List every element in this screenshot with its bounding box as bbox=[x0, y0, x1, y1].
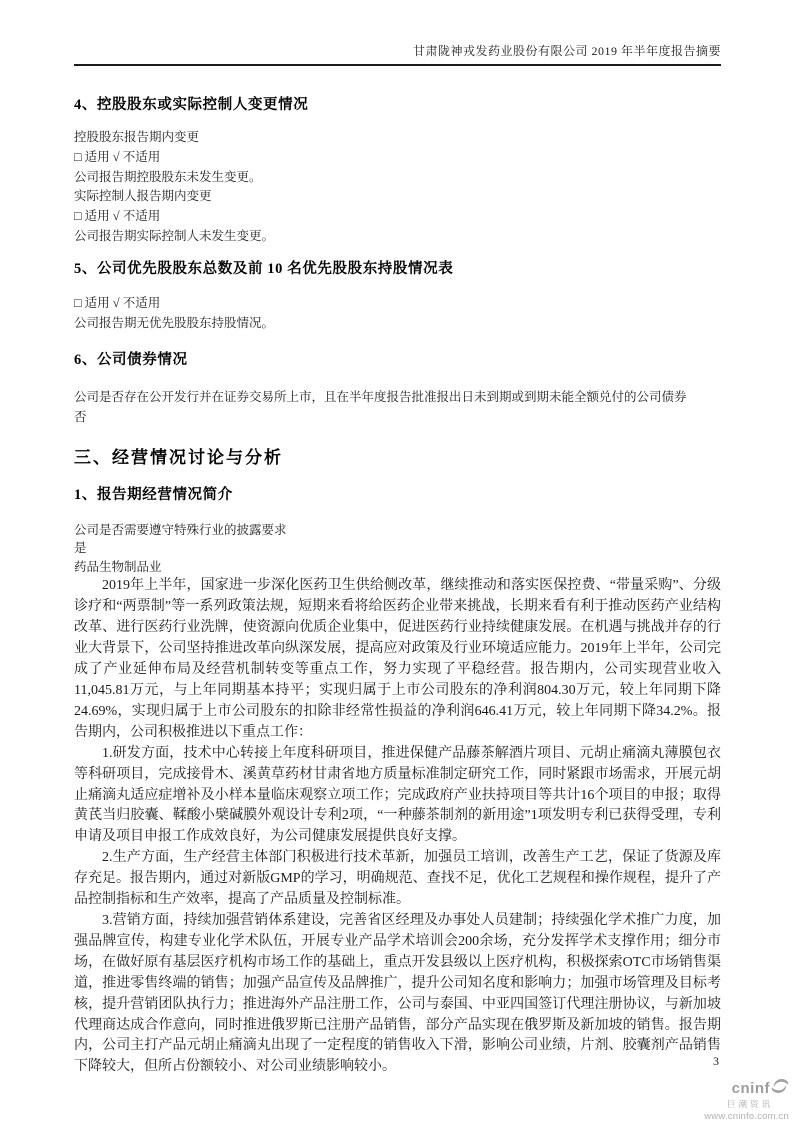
running-header bbox=[74, 0, 721, 66]
statement-line: 药品生物制品业 bbox=[74, 559, 162, 574]
body-paragraph-production: 2.生产方面，生产经营主体部门积极进行技术革新，加强员工培训，改善生产工艺，保证了货源及库存充足。报告期内，通过对新版GMP的学习，明确规范、查找不足，优化工艺规程和操作规程，提升了产品控制指标和生产效率，提高了产品质量及控制标准。 bbox=[74, 850, 721, 908]
statement-line: 公司是否存在公开发行并在证券交易所上市，且在半年度报告批准报出日未到期或到期未能全额兑付的公司债券 bbox=[74, 390, 687, 405]
cninfo-logo-row bbox=[704, 1077, 789, 1099]
cninfo-chinese-name: 巨潮资讯 bbox=[726, 1099, 773, 1109]
statement-line: 实际控制人报告期内变更 bbox=[74, 189, 212, 204]
section-5-heading: 5、公司优先股股东总数及前 10 名优先股股东持股情况表 bbox=[74, 260, 454, 277]
cninfo-swirl-icon bbox=[771, 1077, 789, 1099]
statement-line: 公司报告期控股股东未发生变更。 bbox=[74, 169, 262, 184]
cninfo-url: www.cninfo.com.cn bbox=[704, 1110, 789, 1122]
cninfo-logo bbox=[704, 1077, 789, 1121]
section-6-body bbox=[74, 388, 721, 428]
subsection-1-heading: 1、报告期经营情况简介 bbox=[74, 486, 233, 503]
part-3-heading: 三、经营情况讨论与分析 bbox=[74, 447, 283, 467]
section-6-heading: 6、公司债券情况 bbox=[74, 352, 188, 369]
running-header-title: 甘肃陇神戎发药业股份有限公司 2019 年半年度报告摘要 bbox=[412, 44, 721, 58]
statement-line: 公司报告期实际控制人未发生变更。 bbox=[74, 228, 275, 243]
statement-line: 否 bbox=[74, 410, 87, 425]
page-number: 3 bbox=[713, 1054, 719, 1068]
cninfo-brand-text: cninf bbox=[731, 1079, 770, 1097]
statement-line: 公司报告期无优先股股东持股情况。 bbox=[74, 315, 275, 330]
industry-disclosure-block bbox=[74, 521, 721, 577]
section-4-body bbox=[74, 128, 721, 247]
section-4-heading: 4、控股股东或实际控制人变更情况 bbox=[74, 97, 309, 113]
page-content bbox=[74, 66, 721, 1078]
body-paragraph-rnd: 1.研发方面，技术中心转接上年度科研项目，推进保健产品藤茶解酒片项目、元胡止痛滴丸薄膜包衣等科研项目，完成接骨木、溪黄草药材甘肃省地方质量标准制定研究工作，同时紧跟市场需求，开展元胡止痛滴丸适应症增补及小样本量临床观察立项工作；完成政府产业扶持项目等共计16个项目的申报；取得黄芪当归胶囊、鞣酸小檗碱膜外观设计专利2项，“一种藤茶制剂的新用途”1项发明专利已获得受理，专利申请及项目申报工作成效良好，为公司健康发展提供良好支撑。 bbox=[74, 745, 721, 845]
body-paragraph-marketing: 3.营销方面，持续加强营销体系建设，完善省区经理及办事处人员建制；持续强化学术推广力度，加强品牌宣传，构建专业化学术队伍，开展专业产品学术培训会200余场，充分发挥学术支撑作用；细分市场，在做好原有基层医疗机构市场工作的基础上，重点开发县级以上医疗机构，积极探索OTC市场销售渠道，推进零售终端的销售；加强产品宣传及品牌推广，提升公司知名度和影响力；加强市场管理及目标考核，提升营销团队执行力；推进海外产品注册工作，公司与泰国、中亚四国签订代理注册协议，与新加坡代理商达成合作意向，同时推进俄罗斯已注册产品销售，部分产品实现在俄罗斯及新加坡的销售。报告期内，公司主打产品元胡止痛滴丸出现了一定程度的销售收入下滑，影响公司业绩，片剂、胶囊剂产品销售下降较大，但所占份额较小、对公司业绩影响较小。 bbox=[74, 912, 721, 1075]
statement-line: 公司是否需要遵守特殊行业的披露要求 bbox=[74, 522, 287, 537]
applicability-checkbox-line: □ 适用 √ 不适用 bbox=[74, 209, 161, 224]
section-5-body bbox=[74, 294, 721, 334]
applicability-checkbox-line: □ 适用 √ 不适用 bbox=[74, 149, 161, 164]
statement-line: 控股股东报告期内变更 bbox=[74, 130, 200, 144]
statement-line: 是 bbox=[74, 541, 87, 556]
operating-review-paragraphs bbox=[74, 576, 721, 1078]
body-paragraph-overview: 2019年上半年，国家进一步深化医药卫生供给侧改革，继续推动和落实医保控费、“带量采购”、分级诊疗和“两票制”等一系列政策法规，短期来看将给医药企业带来挑战，长期来看有利于推动医药产业结构改革、进行医药行业洗牌，使资源向优质企业集中，促进医药行业持续健康发展。在机遇与挑战并存的行业大背景下，公司坚持推进改革向纵深发展，提高应对政策及行业环境适应能力。2019年上半年，公司完成了产业延伸布局及经营机制转变等重点工作，努力实现了平稳经营。报告期内，公司实现营业收入11,045.81万元，与上年同期基本持平；实现归属于上市公司股东的净利润804.30万元，较上年同期下降24.69%，实现归属于上市公司股东的扣除非经常性损益的净利润646.41万元，较上年同期下降34.2%。报告期内，公司积极推进以下重点工作： bbox=[74, 578, 721, 740]
applicability-checkbox-line: □ 适用 √ 不适用 bbox=[74, 295, 161, 310]
